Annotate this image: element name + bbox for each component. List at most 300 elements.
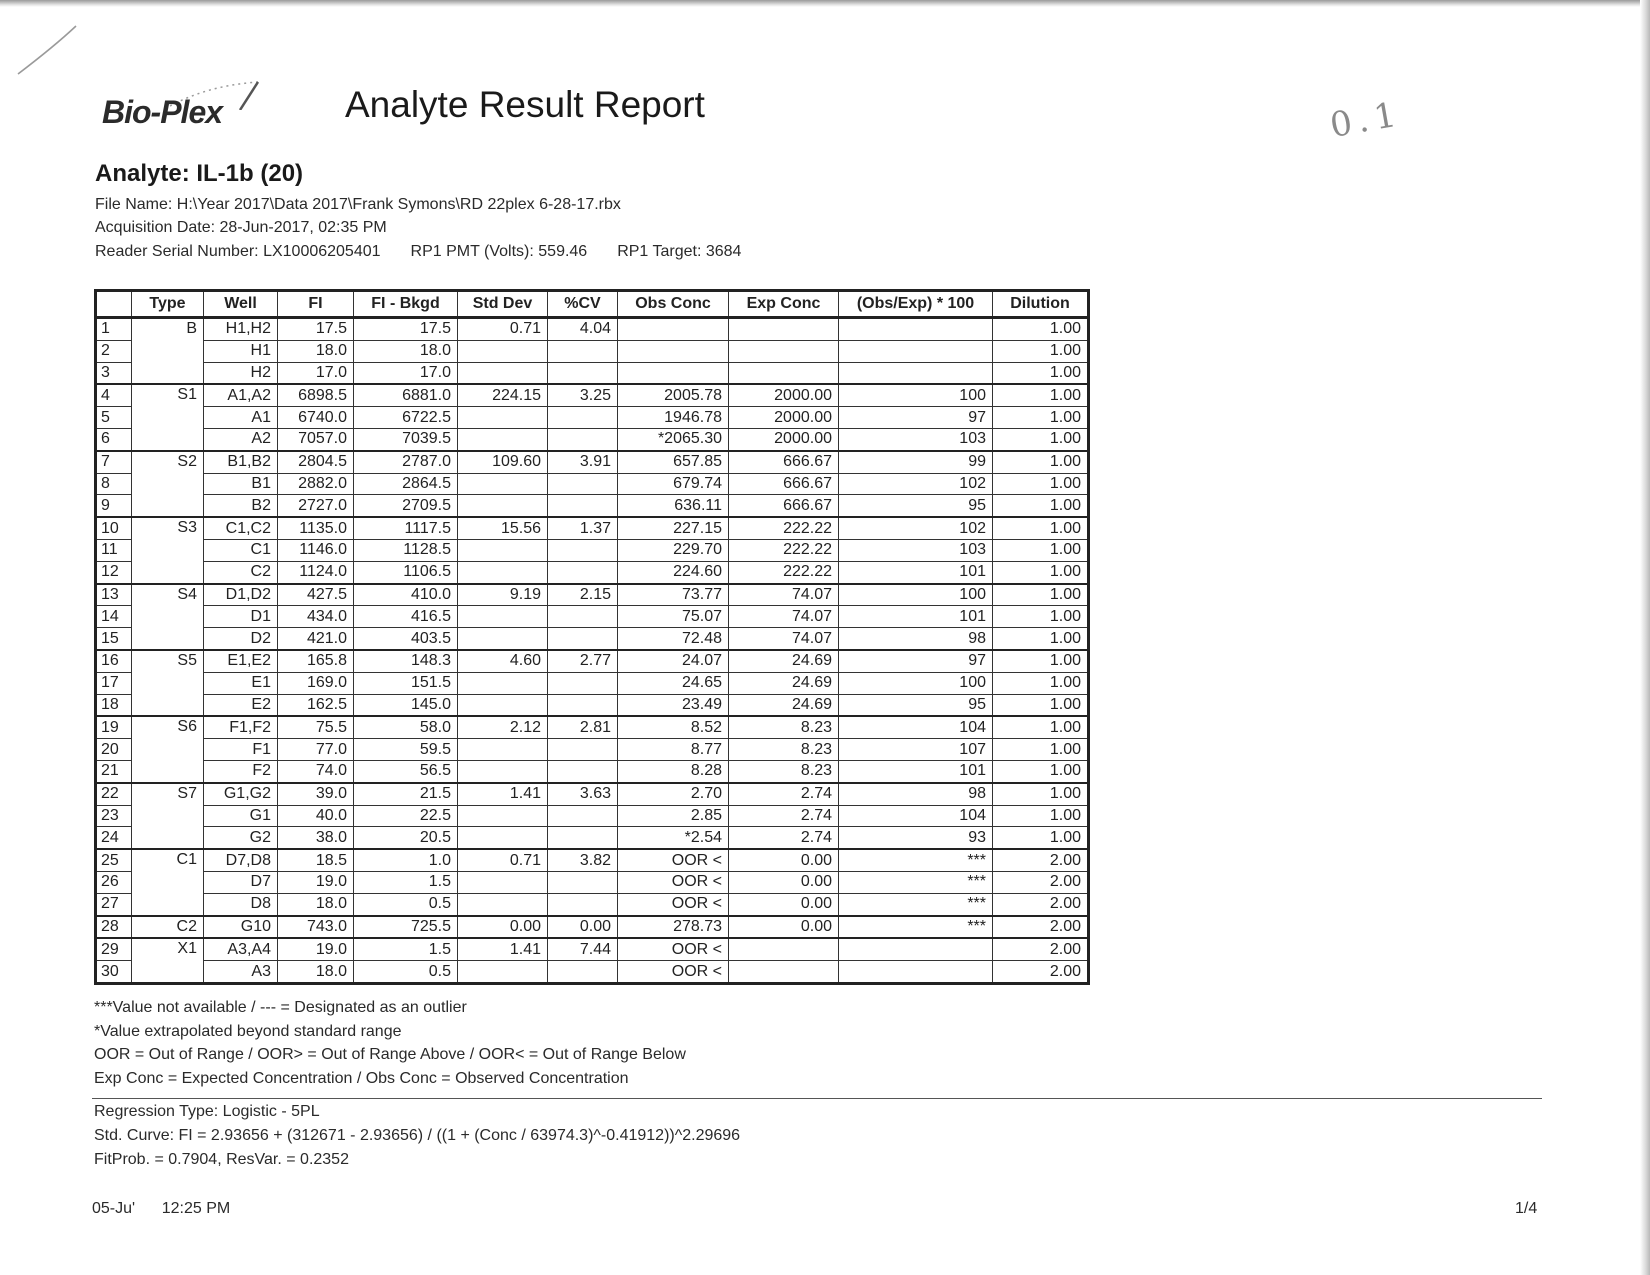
exp-conc-cell: 74.07 bbox=[729, 606, 839, 628]
obs-exp-ratio-cell: 99 bbox=[839, 451, 993, 473]
exp-conc-cell: 0.00 bbox=[729, 871, 839, 893]
cv-cell bbox=[548, 961, 618, 984]
cv-cell: 2.77 bbox=[548, 650, 618, 672]
pen-mark-icon bbox=[14, 22, 84, 78]
exp-conc-cell: 222.22 bbox=[729, 539, 839, 561]
std-curve: Std. Curve: FI = 2.93656 + (312671 - 2.93656) / ((1 + (Conc / 63974.3)^-0.41912))^2.29696 bbox=[94, 1127, 741, 1144]
dilution-cell: 1.00 bbox=[993, 362, 1089, 384]
well-cell: C1,C2 bbox=[204, 517, 278, 539]
fi-bkgd-cell: 6722.5 bbox=[354, 407, 458, 429]
row-number-cell: 12 bbox=[96, 561, 132, 583]
table-row bbox=[96, 805, 1089, 827]
obs-exp-ratio-cell: 102 bbox=[839, 473, 993, 495]
table-row bbox=[96, 871, 1089, 893]
fi-cell: 17.0 bbox=[278, 362, 354, 384]
row-number-cell: 18 bbox=[96, 694, 132, 716]
dilution-cell: 1.00 bbox=[993, 428, 1089, 450]
exp-conc-cell: 666.67 bbox=[729, 473, 839, 495]
row-number-cell: 14 bbox=[96, 606, 132, 628]
std-dev-cell: 224.15 bbox=[458, 384, 548, 406]
well-cell: A2 bbox=[204, 428, 278, 450]
cv-cell bbox=[548, 561, 618, 583]
std-dev-cell bbox=[458, 407, 548, 429]
col-fi-header: FI bbox=[278, 291, 354, 318]
well-cell: C1 bbox=[204, 539, 278, 561]
dilution-cell: 1.00 bbox=[993, 384, 1089, 406]
std-dev-cell: 109.60 bbox=[458, 451, 548, 473]
table-row bbox=[96, 716, 1089, 738]
dilution-cell: 1.00 bbox=[993, 517, 1089, 539]
well-cell: D1,D2 bbox=[204, 584, 278, 606]
obs-exp-ratio-cell bbox=[839, 938, 993, 960]
table-row bbox=[96, 318, 1089, 341]
obs-exp-ratio-cell: 101 bbox=[839, 561, 993, 583]
obs-exp-ratio-cell: 95 bbox=[839, 694, 993, 716]
cv-cell: 3.25 bbox=[548, 384, 618, 406]
dilution-cell: 1.00 bbox=[993, 650, 1089, 672]
obs-conc-cell: 8.52 bbox=[618, 716, 729, 738]
well-cell: G1 bbox=[204, 805, 278, 827]
table-row bbox=[96, 407, 1089, 429]
fi-bkgd-cell: 725.5 bbox=[354, 916, 458, 939]
table-row bbox=[96, 783, 1089, 805]
table-row bbox=[96, 561, 1089, 583]
fi-bkgd-cell: 0.5 bbox=[354, 961, 458, 984]
well-cell: D2 bbox=[204, 628, 278, 650]
std-dev-cell: 1.41 bbox=[458, 938, 548, 960]
table-row bbox=[96, 495, 1089, 517]
cv-cell: 7.44 bbox=[548, 938, 618, 960]
obs-conc-cell: 23.49 bbox=[618, 694, 729, 716]
exp-conc-cell: 222.22 bbox=[729, 561, 839, 583]
dilution-cell: 1.00 bbox=[993, 739, 1089, 761]
std-dev-cell bbox=[458, 362, 548, 384]
col-type-header: Type bbox=[132, 291, 204, 318]
fi-bkgd-cell: 1128.5 bbox=[354, 539, 458, 561]
row-number-cell: 2 bbox=[96, 340, 132, 362]
row-number-cell: 6 bbox=[96, 428, 132, 450]
notes bbox=[94, 996, 686, 1090]
fi-cell: 2804.5 bbox=[278, 451, 354, 473]
exp-conc-cell bbox=[729, 938, 839, 960]
fi-cell: 6740.0 bbox=[278, 407, 354, 429]
dilution-cell: 2.00 bbox=[993, 961, 1089, 984]
table-row bbox=[96, 451, 1089, 473]
cv-cell: 4.04 bbox=[548, 318, 618, 341]
obs-exp-ratio-cell: 100 bbox=[839, 384, 993, 406]
obs-conc-cell: 2.70 bbox=[618, 783, 729, 805]
regression-type: Regression Type: Logistic - 5PL bbox=[94, 1103, 320, 1120]
fi-cell: 7057.0 bbox=[278, 428, 354, 450]
table-row bbox=[96, 473, 1089, 495]
obs-exp-ratio-cell: *** bbox=[839, 893, 993, 915]
fi-cell: 18.0 bbox=[278, 893, 354, 915]
row-number-cell: 23 bbox=[96, 805, 132, 827]
table-row bbox=[96, 650, 1089, 672]
table-row bbox=[96, 606, 1089, 628]
exp-conc-cell: 2.74 bbox=[729, 783, 839, 805]
obs-exp-ratio-cell bbox=[839, 961, 993, 984]
obs-conc-cell: 2005.78 bbox=[618, 384, 729, 406]
std-dev-cell bbox=[458, 428, 548, 450]
fi-cell: 743.0 bbox=[278, 916, 354, 939]
dilution-cell: 1.00 bbox=[993, 340, 1089, 362]
std-dev-cell: 0.71 bbox=[458, 318, 548, 341]
reader-serial: Reader Serial Number: LX10006205401 bbox=[95, 243, 381, 260]
dilution-cell: 1.00 bbox=[993, 539, 1089, 561]
row-number-cell: 22 bbox=[96, 783, 132, 805]
obs-conc-cell: OOR < bbox=[618, 961, 729, 984]
handwritten-note: 0.1 bbox=[1327, 94, 1406, 146]
cv-cell bbox=[548, 606, 618, 628]
std-dev-cell: 0.71 bbox=[458, 849, 548, 871]
well-cell: B2 bbox=[204, 495, 278, 517]
table-row bbox=[96, 539, 1089, 561]
well-cell: H2 bbox=[204, 362, 278, 384]
scan-edge-top bbox=[0, 0, 1650, 7]
fi-cell: 2727.0 bbox=[278, 495, 354, 517]
dilution-cell: 1.00 bbox=[993, 694, 1089, 716]
row-number-cell: 27 bbox=[96, 893, 132, 915]
cv-cell: 3.63 bbox=[548, 783, 618, 805]
obs-exp-ratio-cell: *** bbox=[839, 849, 993, 871]
fi-bkgd-cell: 1106.5 bbox=[354, 561, 458, 583]
well-cell: E1,E2 bbox=[204, 650, 278, 672]
exp-conc-cell: 8.23 bbox=[729, 739, 839, 761]
note-line: ***Value not available / --- = Designated as an outlier bbox=[94, 999, 467, 1016]
row-number-cell: 29 bbox=[96, 938, 132, 960]
col-row-number-header bbox=[96, 291, 132, 318]
fi-bkgd-cell: 151.5 bbox=[354, 672, 458, 694]
well-cell: F2 bbox=[204, 760, 278, 782]
std-dev-cell: 2.12 bbox=[458, 716, 548, 738]
cv-cell bbox=[548, 805, 618, 827]
col-dilution-header: Dilution bbox=[993, 291, 1089, 318]
fi-bkgd-cell: 58.0 bbox=[354, 716, 458, 738]
exp-conc-cell: 2.74 bbox=[729, 805, 839, 827]
fit-prob: FitProb. = 0.7904, ResVar. = 0.2352 bbox=[94, 1151, 349, 1168]
col-obs-conc-header: Obs Conc bbox=[618, 291, 729, 318]
dilution-cell: 1.00 bbox=[993, 407, 1089, 429]
well-cell: D8 bbox=[204, 893, 278, 915]
cv-cell bbox=[548, 628, 618, 650]
page-number: 1/4 bbox=[1515, 1200, 1538, 1217]
obs-conc-cell: 8.77 bbox=[618, 739, 729, 761]
row-number-cell: 9 bbox=[96, 495, 132, 517]
fi-bkgd-cell: 1.5 bbox=[354, 871, 458, 893]
fi-bkgd-cell: 6881.0 bbox=[354, 384, 458, 406]
table-row bbox=[96, 628, 1089, 650]
obs-conc-cell: *2065.30 bbox=[618, 428, 729, 450]
dilution-cell: 2.00 bbox=[993, 916, 1089, 939]
std-dev-cell: 1.41 bbox=[458, 783, 548, 805]
well-cell: G1,G2 bbox=[204, 783, 278, 805]
dilution-cell: 1.00 bbox=[993, 584, 1089, 606]
dilution-cell: 1.00 bbox=[993, 451, 1089, 473]
row-number-cell: 4 bbox=[96, 384, 132, 406]
std-dev-cell bbox=[458, 340, 548, 362]
type-cell: X1 bbox=[132, 938, 204, 983]
obs-exp-ratio-cell: 97 bbox=[839, 650, 993, 672]
fi-bkgd-cell: 22.5 bbox=[354, 805, 458, 827]
fi-cell: 18.0 bbox=[278, 340, 354, 362]
fi-bkgd-cell: 17.5 bbox=[354, 318, 458, 341]
fi-cell: 17.5 bbox=[278, 318, 354, 341]
obs-exp-ratio-cell bbox=[839, 340, 993, 362]
obs-exp-ratio-cell bbox=[839, 362, 993, 384]
well-cell: A3 bbox=[204, 961, 278, 984]
obs-conc-cell bbox=[618, 340, 729, 362]
well-cell: A1 bbox=[204, 407, 278, 429]
rp1-pmt: RP1 PMT (Volts): 559.46 bbox=[410, 243, 588, 260]
fi-cell: 39.0 bbox=[278, 783, 354, 805]
obs-exp-ratio-cell: 103 bbox=[839, 539, 993, 561]
std-dev-cell bbox=[458, 606, 548, 628]
fi-bkgd-cell: 1.5 bbox=[354, 938, 458, 960]
table-row bbox=[96, 584, 1089, 606]
divider bbox=[92, 1098, 1542, 1099]
row-number-cell: 11 bbox=[96, 539, 132, 561]
well-cell: F1 bbox=[204, 739, 278, 761]
exp-conc-cell: 24.69 bbox=[729, 694, 839, 716]
cv-cell bbox=[548, 739, 618, 761]
file-name: File Name: H:\Year 2017\Data 2017\Frank Symons\RD 22plex 6-28-17.rbx bbox=[95, 196, 621, 213]
well-cell: D1 bbox=[204, 606, 278, 628]
well-cell: H1 bbox=[204, 340, 278, 362]
obs-exp-ratio-cell: *** bbox=[839, 916, 993, 939]
type-cell: S2 bbox=[132, 451, 204, 517]
obs-conc-cell: 224.60 bbox=[618, 561, 729, 583]
obs-exp-ratio-cell: 104 bbox=[839, 805, 993, 827]
exp-conc-cell bbox=[729, 340, 839, 362]
cv-cell bbox=[548, 362, 618, 384]
table-row bbox=[96, 827, 1089, 849]
cv-cell: 1.37 bbox=[548, 517, 618, 539]
fi-cell: 1146.0 bbox=[278, 539, 354, 561]
dilution-cell: 2.00 bbox=[993, 893, 1089, 915]
row-number-cell: 21 bbox=[96, 760, 132, 782]
scan-edge-right bbox=[1640, 0, 1650, 1275]
std-dev-cell bbox=[458, 827, 548, 849]
table-body bbox=[96, 318, 1089, 984]
row-number-cell: 3 bbox=[96, 362, 132, 384]
well-cell: A1,A2 bbox=[204, 384, 278, 406]
table-row bbox=[96, 961, 1089, 984]
fi-cell: 1135.0 bbox=[278, 517, 354, 539]
analyte-title: Analyte: IL-1b (20) bbox=[95, 160, 304, 187]
fi-bkgd-cell: 21.5 bbox=[354, 783, 458, 805]
fi-cell: 2882.0 bbox=[278, 473, 354, 495]
bio-plex-logo bbox=[100, 80, 260, 140]
exp-conc-cell: 8.23 bbox=[729, 716, 839, 738]
well-cell: G10 bbox=[204, 916, 278, 939]
well-cell: E1 bbox=[204, 672, 278, 694]
fi-bkgd-cell: 148.3 bbox=[354, 650, 458, 672]
fi-bkgd-cell: 18.0 bbox=[354, 340, 458, 362]
cv-cell bbox=[548, 672, 618, 694]
exp-conc-cell: 24.69 bbox=[729, 650, 839, 672]
well-cell: A3,A4 bbox=[204, 938, 278, 960]
std-dev-cell bbox=[458, 961, 548, 984]
cv-cell bbox=[548, 694, 618, 716]
cv-cell bbox=[548, 893, 618, 915]
fi-bkgd-cell: 1117.5 bbox=[354, 517, 458, 539]
exp-conc-cell: 0.00 bbox=[729, 893, 839, 915]
exp-conc-cell: 24.69 bbox=[729, 672, 839, 694]
fi-cell: 434.0 bbox=[278, 606, 354, 628]
row-number-cell: 10 bbox=[96, 517, 132, 539]
obs-conc-cell: 75.07 bbox=[618, 606, 729, 628]
exp-conc-cell: 8.23 bbox=[729, 760, 839, 782]
well-cell: F1,F2 bbox=[204, 716, 278, 738]
type-cell: S1 bbox=[132, 384, 204, 450]
fi-bkgd-cell: 403.5 bbox=[354, 628, 458, 650]
obs-exp-ratio-cell: 102 bbox=[839, 517, 993, 539]
std-dev-cell bbox=[458, 871, 548, 893]
type-cell: S7 bbox=[132, 783, 204, 849]
type-cell: S6 bbox=[132, 716, 204, 782]
dilution-cell: 2.00 bbox=[993, 871, 1089, 893]
col-std-dev-header: Std Dev bbox=[458, 291, 548, 318]
dilution-cell: 2.00 bbox=[993, 849, 1089, 871]
dilution-cell: 1.00 bbox=[993, 628, 1089, 650]
dilution-cell: 1.00 bbox=[993, 827, 1089, 849]
col-well-header: Well bbox=[204, 291, 278, 318]
row-number-cell: 24 bbox=[96, 827, 132, 849]
note-line: OOR = Out of Range / OOR> = Out of Range Above / OOR< = Out of Range Below bbox=[94, 1046, 686, 1063]
acquisition-date: Acquisition Date: 28-Jun-2017, 02:35 PM bbox=[95, 219, 387, 236]
col-fi-bkgd-header: FI - Bkgd bbox=[354, 291, 458, 318]
col-exp-conc-header: Exp Conc bbox=[729, 291, 839, 318]
cv-cell bbox=[548, 473, 618, 495]
type-cell: S5 bbox=[132, 650, 204, 716]
fi-cell: 75.5 bbox=[278, 716, 354, 738]
table-row bbox=[96, 362, 1089, 384]
row-number-cell: 15 bbox=[96, 628, 132, 650]
logo-text: Bio-Plex bbox=[102, 94, 223, 130]
obs-conc-cell: OOR < bbox=[618, 849, 729, 871]
exp-conc-cell: 222.22 bbox=[729, 517, 839, 539]
obs-conc-cell: 8.28 bbox=[618, 760, 729, 782]
fi-bkgd-cell: 2864.5 bbox=[354, 473, 458, 495]
obs-conc-cell bbox=[618, 318, 729, 341]
row-number-cell: 17 bbox=[96, 672, 132, 694]
obs-exp-ratio-cell: 101 bbox=[839, 606, 993, 628]
table-row bbox=[96, 760, 1089, 782]
obs-conc-cell: 636.11 bbox=[618, 495, 729, 517]
fi-cell: 38.0 bbox=[278, 827, 354, 849]
obs-exp-ratio-cell: 97 bbox=[839, 407, 993, 429]
fi-bkgd-cell: 7039.5 bbox=[354, 428, 458, 450]
dilution-cell: 1.00 bbox=[993, 318, 1089, 341]
exp-conc-cell: 2.74 bbox=[729, 827, 839, 849]
well-cell: C2 bbox=[204, 561, 278, 583]
fi-bkgd-cell: 2709.5 bbox=[354, 495, 458, 517]
std-dev-cell: 0.00 bbox=[458, 916, 548, 939]
table-row bbox=[96, 916, 1089, 939]
well-cell: D7,D8 bbox=[204, 849, 278, 871]
obs-exp-ratio-cell: 100 bbox=[839, 672, 993, 694]
obs-conc-cell: OOR < bbox=[618, 938, 729, 960]
note-line: *Value extrapolated beyond standard range bbox=[94, 1022, 402, 1040]
rp1-target: RP1 Target: 3684 bbox=[617, 243, 742, 260]
fi-bkgd-cell: 410.0 bbox=[354, 584, 458, 606]
obs-conc-cell: 24.07 bbox=[618, 650, 729, 672]
fi-cell: 77.0 bbox=[278, 739, 354, 761]
dilution-cell: 1.00 bbox=[993, 805, 1089, 827]
cv-cell bbox=[548, 495, 618, 517]
obs-conc-cell: 24.65 bbox=[618, 672, 729, 694]
cv-cell bbox=[548, 407, 618, 429]
obs-exp-ratio-cell: *** bbox=[839, 871, 993, 893]
fi-cell: 165.8 bbox=[278, 650, 354, 672]
cv-cell: 2.81 bbox=[548, 716, 618, 738]
table-row bbox=[96, 893, 1089, 915]
fi-cell: 40.0 bbox=[278, 805, 354, 827]
exp-conc-cell: 0.00 bbox=[729, 849, 839, 871]
note-line: Exp Conc = Expected Concentration / Obs Conc = Observed Concentration bbox=[94, 1069, 629, 1087]
exp-conc-cell bbox=[729, 318, 839, 341]
type-cell: B bbox=[132, 318, 204, 385]
fi-cell: 18.0 bbox=[278, 961, 354, 984]
exp-conc-cell: 2000.00 bbox=[729, 384, 839, 406]
cv-cell bbox=[548, 760, 618, 782]
std-dev-cell bbox=[458, 495, 548, 517]
cv-cell: 3.82 bbox=[548, 849, 618, 871]
std-dev-cell: 4.60 bbox=[458, 650, 548, 672]
col-obs-exp-ratio-header: (Obs/Exp) * 100 bbox=[839, 291, 993, 318]
std-dev-cell bbox=[458, 739, 548, 761]
well-cell: E2 bbox=[204, 694, 278, 716]
exp-conc-cell: 2000.00 bbox=[729, 407, 839, 429]
well-cell: B1 bbox=[204, 473, 278, 495]
row-number-cell: 1 bbox=[96, 318, 132, 341]
fi-cell: 1124.0 bbox=[278, 561, 354, 583]
obs-exp-ratio-cell: 98 bbox=[839, 783, 993, 805]
std-dev-cell: 15.56 bbox=[458, 517, 548, 539]
exp-conc-cell: 74.07 bbox=[729, 584, 839, 606]
obs-conc-cell: OOR < bbox=[618, 893, 729, 915]
footer-date: 05-Ju' 12:25 PM bbox=[92, 1200, 231, 1217]
row-number-cell: 20 bbox=[96, 739, 132, 761]
exp-conc-cell: 0.00 bbox=[729, 916, 839, 939]
fi-cell: 421.0 bbox=[278, 628, 354, 650]
report-title: Analyte Result Report bbox=[345, 84, 705, 125]
exp-conc-cell: 2000.00 bbox=[729, 428, 839, 450]
obs-conc-cell: 679.74 bbox=[618, 473, 729, 495]
fi-cell: 74.0 bbox=[278, 760, 354, 782]
fi-cell: 18.5 bbox=[278, 849, 354, 871]
table-header-row bbox=[96, 291, 1089, 318]
cv-cell bbox=[548, 340, 618, 362]
obs-exp-ratio-cell: 100 bbox=[839, 584, 993, 606]
dilution-cell: 1.00 bbox=[993, 672, 1089, 694]
fi-bkgd-cell: 145.0 bbox=[354, 694, 458, 716]
fi-cell: 169.0 bbox=[278, 672, 354, 694]
dilution-cell: 1.00 bbox=[993, 716, 1089, 738]
std-dev-cell: 9.19 bbox=[458, 584, 548, 606]
fi-bkgd-cell: 59.5 bbox=[354, 739, 458, 761]
cv-cell bbox=[548, 871, 618, 893]
regression-info bbox=[94, 1100, 740, 1172]
table-row bbox=[96, 384, 1089, 406]
obs-conc-cell: 227.15 bbox=[618, 517, 729, 539]
dilution-cell: 1.00 bbox=[993, 561, 1089, 583]
table-row bbox=[96, 517, 1089, 539]
std-dev-cell bbox=[458, 694, 548, 716]
fi-bkgd-cell: 2787.0 bbox=[354, 451, 458, 473]
fi-bkgd-cell: 416.5 bbox=[354, 606, 458, 628]
